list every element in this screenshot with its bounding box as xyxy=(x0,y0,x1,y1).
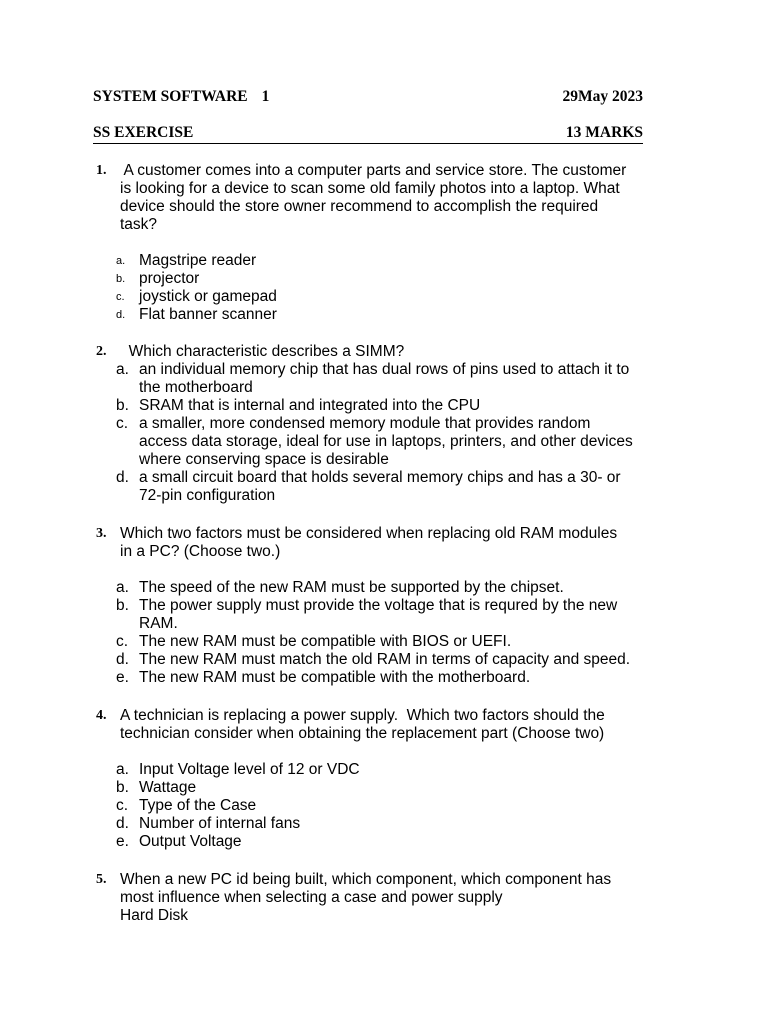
course-title: SYSTEM SOFTWARE 1 xyxy=(93,88,270,105)
question-5 xyxy=(96,871,686,925)
option: e. The new RAM must be compatible with the motherboard. xyxy=(116,669,531,686)
exam-date: 29May 2023 xyxy=(562,88,643,105)
question-4 xyxy=(96,707,686,851)
option: b. Wattage xyxy=(116,779,197,796)
options-list xyxy=(96,761,686,851)
option: c. a smaller, more condensed memory module that provides random access data storage, ideal for use in laptops, printers, and other devices where conserving space is desirable xyxy=(116,415,633,468)
question-2 xyxy=(96,343,686,505)
option: b. SRAM that is internal and integrated into the CPU xyxy=(116,397,481,414)
option: a. an individual memory chip that has dual rows of pins used to attach it to the motherboard xyxy=(116,361,630,396)
question-number: 2. xyxy=(96,344,107,359)
option: d. The new RAM must match the old RAM in terms of capacity and speed. xyxy=(116,651,631,668)
question-number: 3. xyxy=(96,526,107,541)
marks-total: 13 MARKS xyxy=(565,124,643,141)
option: d. Flat banner scanner xyxy=(116,306,277,323)
option: b. projector xyxy=(116,270,200,287)
answer-text: Hard Disk xyxy=(120,907,189,924)
header-row-1 xyxy=(93,88,643,106)
question-1 xyxy=(96,162,686,324)
option: a. Magstripe reader xyxy=(116,252,257,269)
question-text: 4. A technician is replacing a power supply. Which two factors should the technician consider when obtaining the replacement part (Choose two) xyxy=(96,707,605,742)
option: b. The power supply must provide the voltage that is requred by the new RAM. xyxy=(116,597,618,632)
option: a. The speed of the new RAM must be supported by the chipset. xyxy=(116,579,564,596)
exercise-title: SS EXERCISE xyxy=(93,124,194,141)
question-3 xyxy=(96,525,686,687)
question-text: 1. A customer comes into a computer parts and service store. The customer is looking for a device to scan some old family photos into a laptop. What device should the store owner recommend to accomplish the required task? xyxy=(96,162,627,233)
question-number: 5. xyxy=(96,872,107,887)
options-list xyxy=(96,252,686,324)
header-row-2 xyxy=(93,124,643,144)
question-text: 3. Which two factors must be considered when replacing old RAM modules in a PC? (Choose two.) xyxy=(96,525,618,560)
question-text: 5. When a new PC id being built, which component, which component has most influence when selecting a case and power supply Hard Disk xyxy=(96,871,686,925)
option: d. a small circuit board that holds several memory chips and has a 30- or 72-pin configuration xyxy=(116,469,621,504)
option: e. Output Voltage xyxy=(116,833,242,850)
option: c. The new RAM must be compatible with BIOS or UEFI. xyxy=(116,633,512,650)
options-list xyxy=(96,361,686,505)
options-list xyxy=(96,579,686,687)
option: c. joystick or gamepad xyxy=(116,288,277,305)
question-number: 1. xyxy=(96,163,107,178)
option: a. Input Voltage level of 12 or VDC xyxy=(116,761,360,778)
question-text: 2. Which characteristic describes a SIMM? xyxy=(96,343,405,360)
question-number: 4. xyxy=(96,708,107,723)
option: d. Number of internal fans xyxy=(116,815,301,832)
option: c. Type of the Case xyxy=(116,797,257,814)
